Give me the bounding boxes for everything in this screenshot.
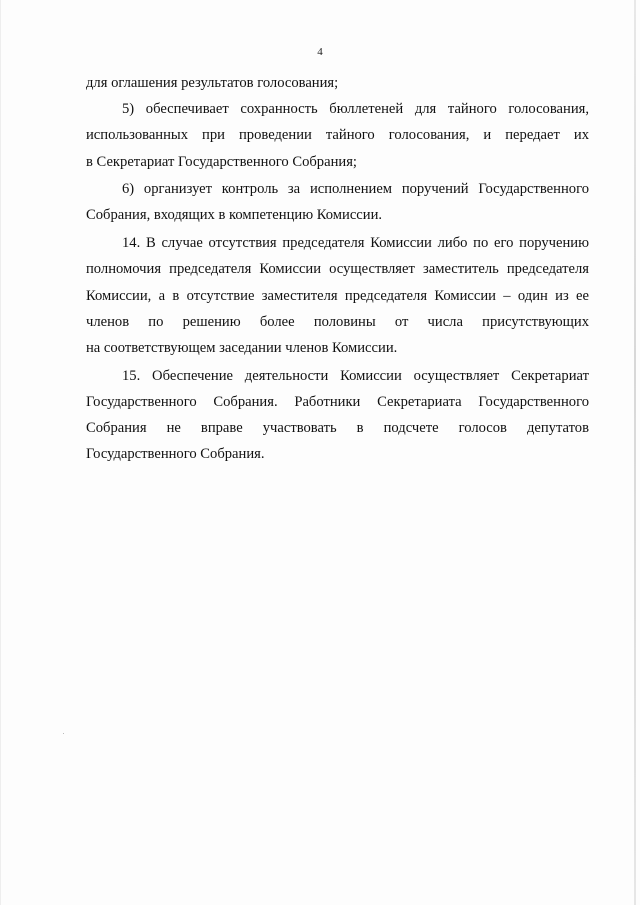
page-left-edge xyxy=(0,0,1,905)
text-line: в Секретариат Государственного Собрания; xyxy=(86,153,357,170)
text-line: 14. В случае отсутствия председателя Комиссии либо по его поручению xyxy=(122,235,589,252)
text-line: 6) организует контроль за исполнением поручений Государственного xyxy=(122,181,589,198)
page-right-edge xyxy=(634,0,636,905)
text-line: Государственного Собрания. Работники Секретариата Государственного xyxy=(86,393,589,410)
text-line: 5) обеспечивает сохранность бюллетеней для тайного голосования, xyxy=(122,101,589,118)
text-line: Собрания, входящих в компетенцию Комиссии. xyxy=(86,207,383,224)
text-line: 15. Обеспечение деятельности Комиссии осуществляет Секретариат xyxy=(122,367,589,384)
page-number: 4 xyxy=(317,46,323,58)
text-line: Собрания не вправе участвовать в подсчете голосов депутатов xyxy=(86,419,589,436)
text-line: Комиссии, а в отсутствие заместителя председателя Комиссии – один из ее xyxy=(86,287,589,304)
document-body xyxy=(86,70,589,467)
text-line: для оглашения результатов голосования; xyxy=(86,75,339,91)
text-line: полномочия председателя Комиссии осуществляет заместитель председателя xyxy=(86,261,589,278)
text-line: членов по решению более половины от числа присутствующих xyxy=(86,313,589,330)
paragraph-continuation xyxy=(86,70,589,96)
paragraph-item-5 xyxy=(86,96,589,175)
scan-speck xyxy=(63,733,64,734)
text-line: использованных при проведении тайного голосования, и передает их xyxy=(86,127,589,144)
text-line: Государственного Собрания. xyxy=(86,446,265,463)
paragraph-clause-15 xyxy=(86,363,589,468)
text-line: на соответствующем заседании членов Комиссии. xyxy=(86,339,398,356)
paragraph-item-6 xyxy=(86,176,589,228)
paragraph-clause-14 xyxy=(86,230,589,361)
